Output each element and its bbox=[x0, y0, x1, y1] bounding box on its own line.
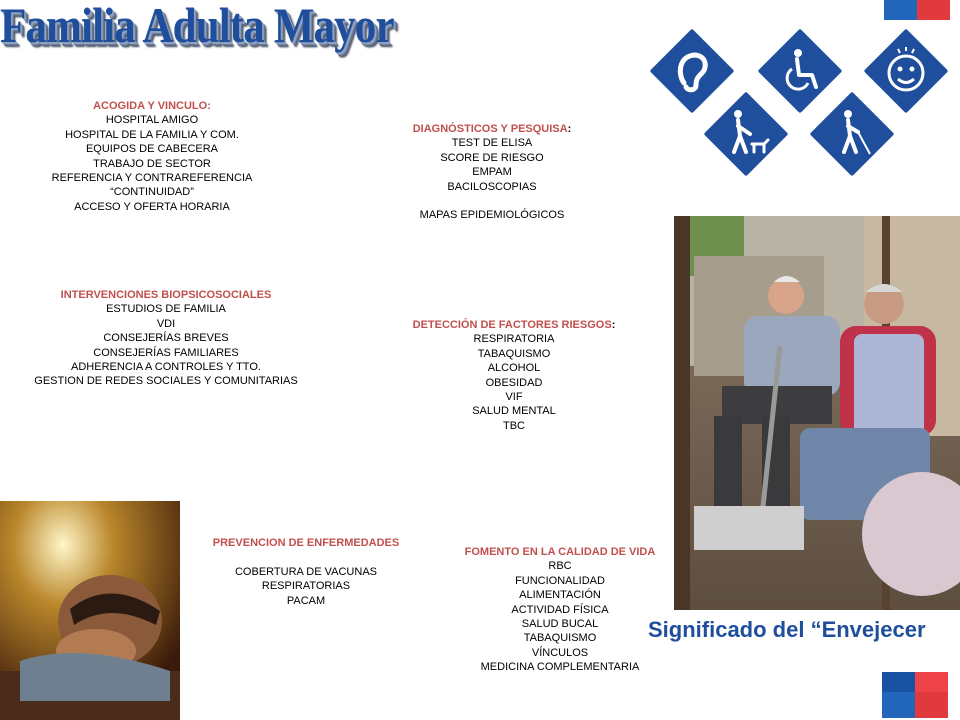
section-fomento bbox=[440, 545, 680, 675]
section-lines bbox=[10, 302, 322, 388]
section-line: ACCESO Y OFERTA HORARIA bbox=[74, 200, 230, 213]
section-acogida bbox=[30, 99, 274, 214]
section-line: ACTIVIDAD FÍSICA bbox=[511, 603, 609, 616]
section-diagnosticos bbox=[372, 122, 612, 223]
section-prevencion bbox=[190, 536, 422, 608]
flag-top-decoration bbox=[884, 0, 950, 20]
section-heading: DETECCIÓN DE FACTORES RIESGOS bbox=[412, 319, 612, 331]
section-lines bbox=[384, 332, 644, 433]
wheelchair-icon bbox=[755, 26, 846, 117]
section-line: BACILOSCOPIAS bbox=[447, 180, 537, 193]
section-line: MAPAS EPIDEMIOLÓGICOS bbox=[419, 209, 565, 222]
section-line: ESTUDIOS DE FAMILIA bbox=[106, 303, 226, 316]
heading-colon: : bbox=[611, 319, 616, 331]
photo-caption: Significado del “Envejecer bbox=[648, 617, 926, 642]
section-line: SALUD MENTAL bbox=[472, 405, 556, 418]
section-lines bbox=[372, 136, 612, 222]
page-title: Familia Adulta Mayor bbox=[0, 0, 394, 53]
section-deteccion bbox=[384, 318, 644, 433]
flag-bottom-decoration bbox=[882, 672, 948, 720]
section-line: TABAQUISMO bbox=[523, 632, 597, 645]
section-heading: FOMENTO EN LA CALIDAD DE VIDA bbox=[464, 546, 656, 558]
section-line: TEST DE ELISA bbox=[451, 137, 533, 150]
section-line: VÍNCULOS bbox=[531, 646, 589, 659]
section-line: COBERTURA DE VACUNAS bbox=[234, 565, 377, 578]
section-line: ADHERENCIA A CONTROLES Y TTO. bbox=[71, 361, 261, 374]
section-lines bbox=[440, 559, 680, 674]
section-line: TBC bbox=[503, 419, 525, 432]
cognitive-face-icon bbox=[861, 26, 952, 117]
section-line: REFERENCIA Y CONTRAREFERENCIA bbox=[51, 172, 253, 185]
section-heading: PREVENCION DE ENFERMEDADES bbox=[212, 537, 400, 549]
section-lines bbox=[190, 550, 422, 608]
section-line: RESPIRATORIA bbox=[473, 333, 555, 346]
section-line: PACAM bbox=[286, 594, 326, 607]
section-line: OBESIDAD bbox=[485, 376, 543, 389]
section-line: FUNCIONALIDAD bbox=[515, 574, 605, 587]
section-line: SALUD BUCAL bbox=[521, 618, 599, 631]
accessibility-signs bbox=[640, 18, 960, 188]
guide-dog-icon bbox=[701, 89, 792, 180]
hearing-icon bbox=[647, 26, 738, 117]
section-line: CONSEJERÍAS BREVES bbox=[103, 332, 229, 345]
section-heading: ACOGIDA Y VINCULO: bbox=[93, 100, 211, 112]
section-line: TRABAJO DE SECTOR bbox=[93, 157, 211, 170]
section-line: SCORE DE RIESGO bbox=[440, 151, 544, 164]
section-line: ALCOHOL bbox=[487, 362, 541, 375]
section-heading: DIAGNÓSTICOS Y PESQUISA bbox=[412, 123, 568, 135]
section-line: “CONTINUIDAD” bbox=[110, 186, 194, 199]
resting-elder-photo bbox=[0, 501, 180, 720]
section-line: VDI bbox=[156, 317, 176, 330]
section-line: GESTION DE REDES SOCIALES Y COMUNITARIAS bbox=[34, 375, 298, 388]
section-line: RBC bbox=[548, 560, 572, 573]
section-line bbox=[372, 194, 612, 208]
section-intervenciones bbox=[10, 288, 322, 389]
section-line: EQUIPOS DE CABECERA bbox=[85, 143, 219, 156]
section-line bbox=[190, 550, 422, 564]
section-lines bbox=[30, 113, 274, 214]
section-line: ALIMENTACIÓN bbox=[519, 589, 601, 602]
section-line: EMPAM bbox=[472, 166, 512, 179]
section-line: HOSPITAL AMIGO bbox=[105, 114, 199, 127]
heading-colon: : bbox=[567, 123, 572, 135]
section-line: VIF bbox=[505, 391, 523, 404]
blind-cane-icon bbox=[807, 89, 898, 180]
section-heading: INTERVENCIONES BIOPSICOSOCIALES bbox=[60, 289, 272, 301]
elderly-couple-photo bbox=[674, 216, 960, 610]
section-line: HOSPITAL DE LA FAMILIA Y COM. bbox=[65, 128, 239, 141]
section-line: RESPIRATORIAS bbox=[261, 580, 351, 593]
section-line: TABAQUISMO bbox=[477, 347, 551, 360]
section-line: CONSEJERÍAS FAMILIARES bbox=[93, 346, 239, 359]
section-line: MEDICINA COMPLEMENTARIA bbox=[480, 661, 640, 674]
